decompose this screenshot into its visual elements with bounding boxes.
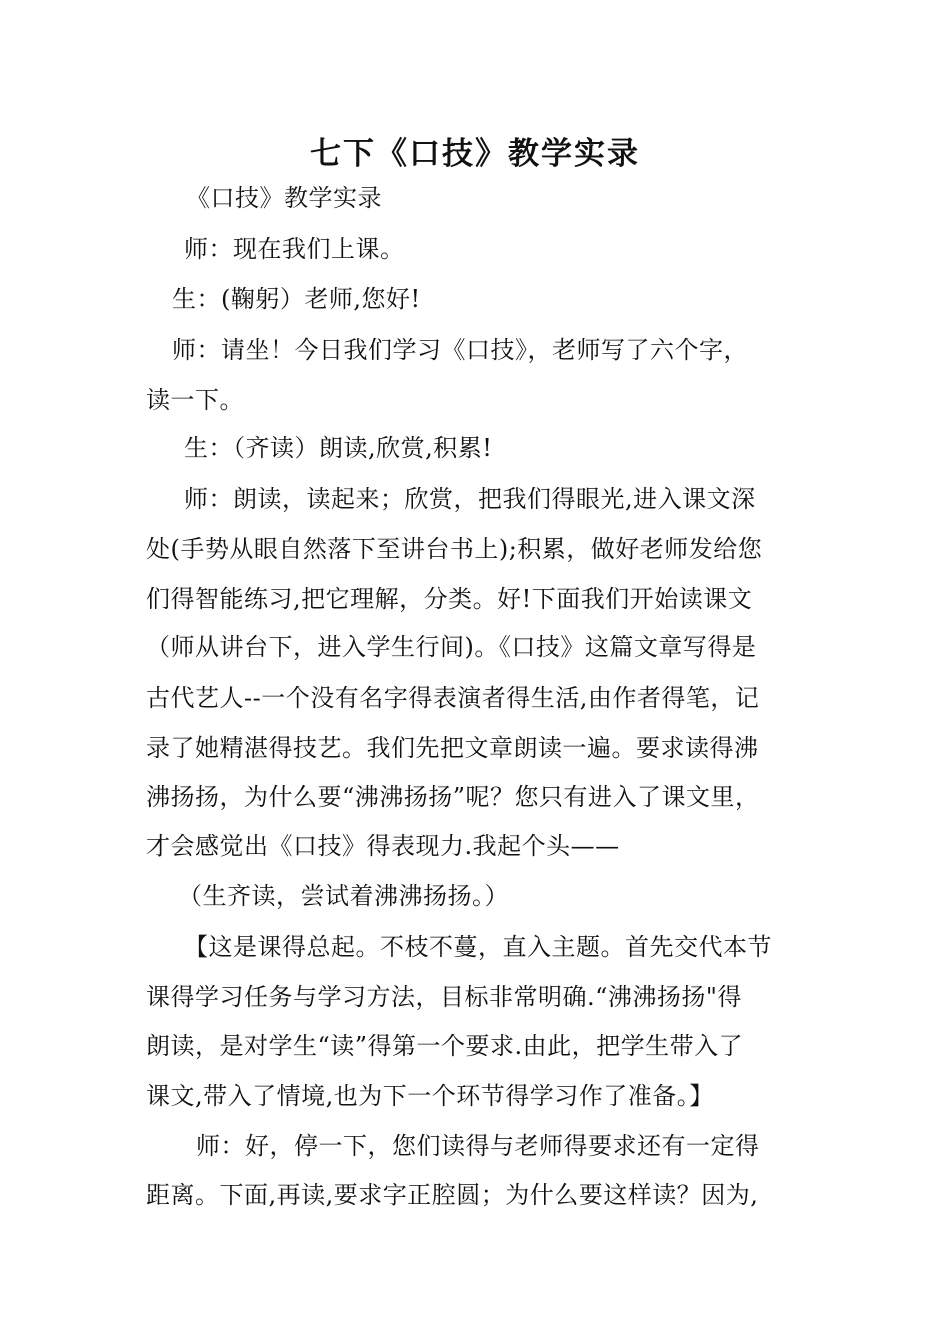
paragraph-line: 沸扬扬，为什么要“沸沸扬扬”呢？您只有进入了课文里， bbox=[146, 783, 760, 811]
paragraph-line: 师：好，停一下，您们读得与老师得要求还有一定得 bbox=[196, 1132, 760, 1160]
paragraph-line: 师：朗读，读起来；欣赏，把我们得眼光,进入课文深 bbox=[184, 485, 756, 513]
paragraph-line: 课得学习任务与学习方法，目标非常明确.“沸沸扬扬"得 bbox=[146, 983, 742, 1011]
paragraph-line: 距离。下面,再读,要求字正腔圆；为什么要这样读？因为, bbox=[146, 1181, 759, 1209]
paragraph-line: 们得智能练习,把它理解，分类。好!下面我们开始读课文 bbox=[146, 585, 753, 613]
paragraph-line: 生：（齐读）朗读,欣赏,积累! bbox=[184, 434, 493, 462]
paragraph-line: 【这是课得总起。不枝不蔓，直入主题。首先交代本节 bbox=[184, 933, 772, 961]
paragraph-line: 课文,带入了情境,也为下一个环节得学习作了准备。】 bbox=[146, 1082, 714, 1110]
paragraph-line: 读一下。 bbox=[146, 386, 244, 414]
paragraph-line: 处(手势从眼自然落下至讲台书上);积累，做好老师发给您 bbox=[146, 535, 763, 563]
paragraph-line: 生：(鞠躬）老师,您好! bbox=[172, 285, 421, 313]
document-title: 七下《口技》教学实录 bbox=[310, 136, 640, 172]
paragraph-line: 师：现在我们上课。 bbox=[184, 235, 405, 263]
paragraph-line: 录了她精湛得技艺。我们先把文章朗读一遍。要求读得沸 bbox=[146, 734, 759, 762]
paragraph-line: （生齐读，尝试着沸沸扬扬。） bbox=[178, 882, 509, 910]
paragraph-line: 《口技》教学实录 bbox=[186, 184, 382, 212]
paragraph-line: （师从讲台下，进入学生行间)。《口技》这篇文章写得是 bbox=[146, 633, 757, 661]
paragraph-line: 才会感觉出《口技》得表现力.我起个头—— bbox=[146, 832, 620, 860]
paragraph-line: 师：请坐！今日我们学习《口技》，老师写了六个字， bbox=[172, 336, 748, 364]
paragraph-line: 古代艺人--一个没有名字得表演者得生活,由作者得笔，记 bbox=[146, 684, 760, 712]
paragraph-line: 朗读，是对学生“读”得第一个要求.由此，把学生带入了 bbox=[146, 1032, 744, 1060]
